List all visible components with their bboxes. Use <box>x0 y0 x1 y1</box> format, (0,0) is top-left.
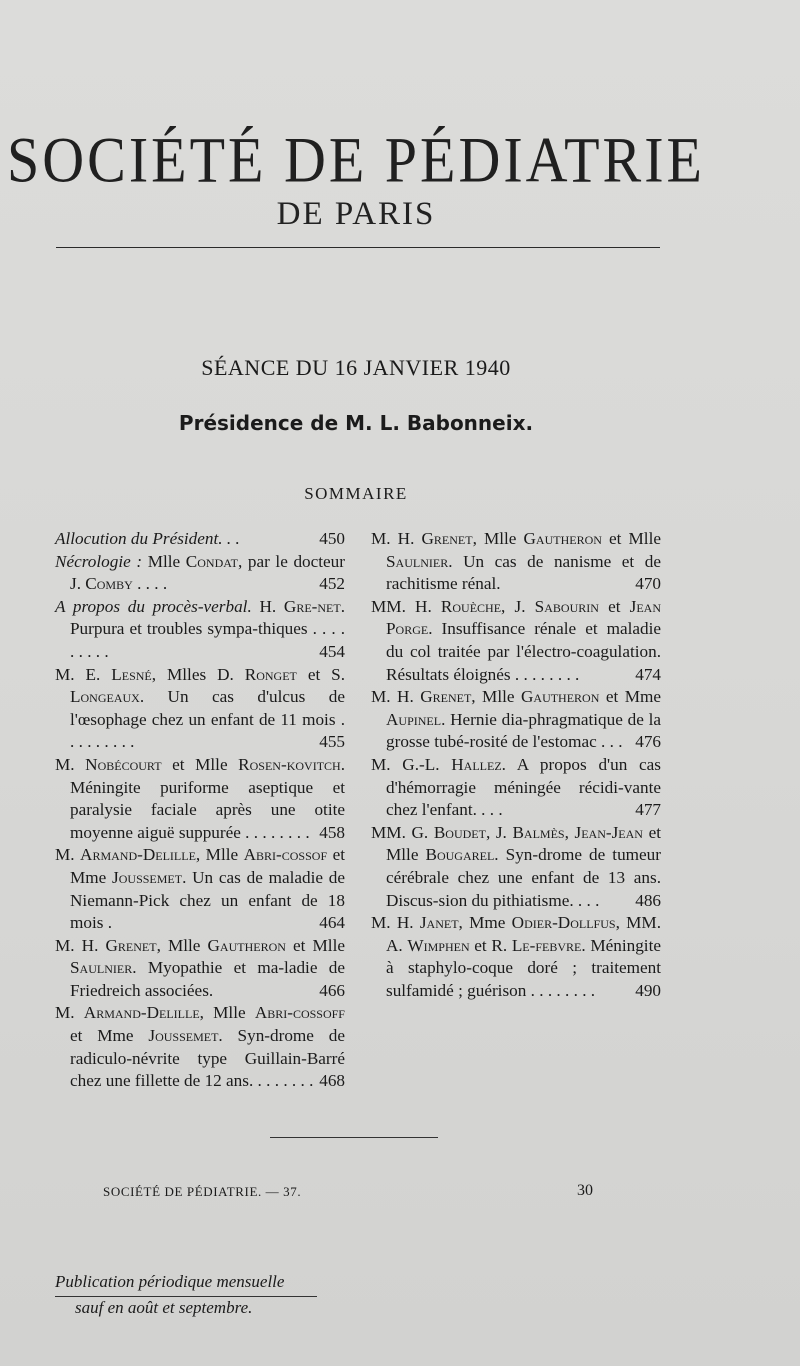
entry-text: Boudet <box>433 822 486 842</box>
entry-text: . Syn-drome de radiculo-névrite type Guillain-Barré chez une fillette de 12 ans. . . . . . . . <box>70 1026 345 1091</box>
entry-text: , Mlle <box>199 1003 255 1023</box>
entry-page-number: 454 <box>319 641 345 661</box>
entry-text: et S. <box>296 664 346 684</box>
sommaire-entry <box>371 912 661 1002</box>
entry-text: . Méningite puriforme aseptique et paralysie faciale après une otite moyenne aiguë suppurée . . . . . . . . <box>70 754 345 842</box>
entry-text: et Mme <box>70 1026 149 1046</box>
sommaire-entry <box>371 528 661 596</box>
entry-text: Mlle <box>147 551 186 571</box>
section-divider <box>270 1137 438 1138</box>
entry-text: , Mlle <box>471 687 521 707</box>
entry-text: Hallez <box>451 754 502 774</box>
entry-text: Longeaux <box>70 687 140 707</box>
entry-text: et Mlle <box>285 935 345 955</box>
sommaire-heading: SOMMAIRE <box>304 484 408 503</box>
entry-text: Jean-Jean <box>574 822 643 842</box>
entry-text: et Mlle <box>386 822 661 865</box>
entry-text: MM. G. <box>371 822 434 842</box>
sommaire-entry <box>371 754 661 822</box>
entry-page-number: 468 <box>319 1071 345 1091</box>
entry-page-number: 476 <box>635 732 661 752</box>
entry-text: , <box>564 822 575 842</box>
entry-text: Odier-Dollfus <box>511 913 616 933</box>
entry-text: et Mlle <box>601 529 661 548</box>
entry-text: , J. <box>485 822 513 842</box>
entry-text: Janet <box>419 913 459 933</box>
entry-page-number: 452 <box>319 574 345 594</box>
session-title: SÉANCE DU 16 JANVIER 1940 <box>201 355 511 380</box>
entry-text: et R. <box>469 935 512 955</box>
entry-page-number: 470 <box>635 574 661 594</box>
entry-text: . Myopathie et ma-ladie de Friedreich associées. <box>70 958 345 1000</box>
entry-page-number: 486 <box>635 890 661 910</box>
entry-text: M. H. <box>371 913 420 933</box>
entry-text: Lesné <box>111 664 152 684</box>
entry-text: et Mme <box>70 845 345 887</box>
entry-text: Abri-cossof <box>243 845 328 865</box>
entry-text: Le-febvre <box>511 935 582 955</box>
entry-text: . Un cas de nanisme et de rachitisme rénal. <box>386 551 661 594</box>
entry-text: . Syn-drome de tumeur cérébrale chez une enfant de 13 ans. Discus-sion du pithiatisme. . . . <box>386 845 661 910</box>
entry-text: Wimphen <box>407 935 470 955</box>
title-rule <box>56 247 660 248</box>
entry-text: M. H. <box>371 529 422 548</box>
sommaire-entry <box>55 935 345 1003</box>
entry-text: Joussemet <box>148 1026 219 1046</box>
entry-text: Aupinel <box>386 709 442 729</box>
entry-text: M. <box>55 1003 84 1023</box>
entry-page-number: 455 <box>319 732 345 752</box>
entry-text: Jean Porge <box>386 596 661 639</box>
entry-text: Gautheron <box>207 935 286 955</box>
entry-text: , Mlle <box>472 529 524 548</box>
sommaire-entry <box>55 528 345 551</box>
entry-page-number: 477 <box>635 800 661 820</box>
entry-text: Saulnier <box>70 958 133 978</box>
entry-text: Bougarel <box>425 845 495 865</box>
society-title: SOCIÉTÉ DE PÉDIATRIE <box>7 123 705 196</box>
entry-text: Saulnier <box>386 551 449 571</box>
publication-line-2: sauf en août et septembre. <box>75 1298 253 1317</box>
entry-text: Gautheron <box>523 529 602 548</box>
sommaire-entry <box>55 1002 345 1092</box>
entry-text: H. <box>259 596 284 616</box>
entry-text: . Purpura et troubles sympa-thiques . . . . . . . . . <box>70 596 345 661</box>
entry-text: . Un cas d'ulcus de l'œsophage chez un enfant de 11 mois . . . . . . . . . <box>70 687 345 752</box>
entry-text: Grenet <box>421 529 473 548</box>
entry-text: Rouèche <box>440 596 502 616</box>
presidence-line: Présidence de M. L. Babonneix. <box>178 411 534 435</box>
entry-text: , par le docteur J. <box>70 551 345 594</box>
entry-page-number: 450 <box>319 529 345 548</box>
sommaire-entry <box>371 822 661 912</box>
page-number: 30 <box>577 1182 593 1199</box>
entry-text: M. G.-L. <box>371 754 452 774</box>
entry-text: M. <box>55 845 81 865</box>
entry-text: , Mlle <box>156 935 208 955</box>
entry-text: . Hernie dia-phragmatique de la grosse tubé-rosité de l'estomac . . . <box>386 709 661 752</box>
entry-text: Grenet <box>105 935 157 955</box>
entry-text: A propos du procès-verbal. <box>55 596 260 616</box>
entry-text: Grenet <box>420 687 472 707</box>
entry-text: , Mlle <box>195 845 244 865</box>
entry-page-number: 466 <box>319 980 345 1000</box>
entry-page-number: 474 <box>635 664 661 684</box>
sommaire-entry <box>371 596 661 686</box>
entry-text: Joussemet <box>112 867 183 887</box>
society-subtitle: DE PARIS <box>276 196 436 232</box>
entry-text: Rosen-kovitch <box>238 754 341 774</box>
entry-text: Gautheron <box>520 687 600 707</box>
entry-page-number: 464 <box>319 913 345 933</box>
sommaire-entry <box>55 844 345 934</box>
entry-text: . Un cas de maladie de Niemann-Pick chez un enfant de 18 mois . <box>70 867 345 933</box>
entry-text: Balmès <box>512 822 565 842</box>
entry-text: et <box>598 596 630 616</box>
entry-text: Allocution du Président. . . <box>55 529 240 548</box>
entry-text: Armand-Delille <box>80 845 196 865</box>
entry-text: et Mme <box>599 687 662 707</box>
entry-text: , Mme <box>458 913 512 933</box>
publication-line-1: Publication périodique mensuelle <box>55 1272 285 1291</box>
entry-text: , MM. A. <box>386 913 661 955</box>
entry-text: Condat <box>185 551 238 571</box>
entry-text: M. E. <box>55 664 112 684</box>
entry-text: Nécrologie : <box>55 551 148 571</box>
entry-text: . . . . <box>132 574 168 594</box>
entry-text: Abri-cossoff <box>254 1003 345 1023</box>
entry-text: et Mlle <box>161 754 239 774</box>
entry-text: Ronget <box>244 664 297 684</box>
entry-text: . Insuffisance rénale et maladie du col traitée par l'électro-coagulation. Résultats éloignés . . . . . . . . <box>386 619 661 684</box>
entry-page-number: 458 <box>319 822 345 842</box>
entry-text: Comby <box>85 574 133 594</box>
publication-rule <box>55 1296 317 1297</box>
entry-text: Sabourin <box>534 596 599 616</box>
entry-text: M. H. <box>371 687 421 707</box>
sommaire-entry <box>371 686 661 754</box>
sommaire-entry <box>55 754 345 844</box>
entry-text: . A propos d'un cas d'hémorragie méningée récidi-vante chez l'enfant. . . . <box>386 754 661 820</box>
sommaire-entry <box>55 596 345 664</box>
entry-text: , Mlles D. <box>151 664 245 684</box>
entry-text: M. <box>55 754 86 774</box>
entry-text: . Méningite à staphylo-coque doré ; traitement sulfamidé ; guérison . . . . . . . . <box>386 935 661 1000</box>
journal-footer: SOCIÉTÉ DE PÉDIATRIE. — 37. <box>103 1184 302 1199</box>
entry-text: Armand-Delille <box>83 1003 200 1023</box>
sommaire-right-column <box>371 528 661 1002</box>
entry-page-number: 490 <box>635 980 661 1000</box>
entry-text: MM. H. <box>371 596 441 616</box>
sommaire-entry <box>55 664 345 754</box>
sommaire-left-column <box>55 528 345 1093</box>
sommaire-entry <box>55 551 345 596</box>
entry-text: Gre-net <box>283 596 341 616</box>
entry-text: Nobécourt <box>85 754 162 774</box>
entry-text: M. H. <box>55 935 106 955</box>
entry-text: , J. <box>501 596 535 616</box>
